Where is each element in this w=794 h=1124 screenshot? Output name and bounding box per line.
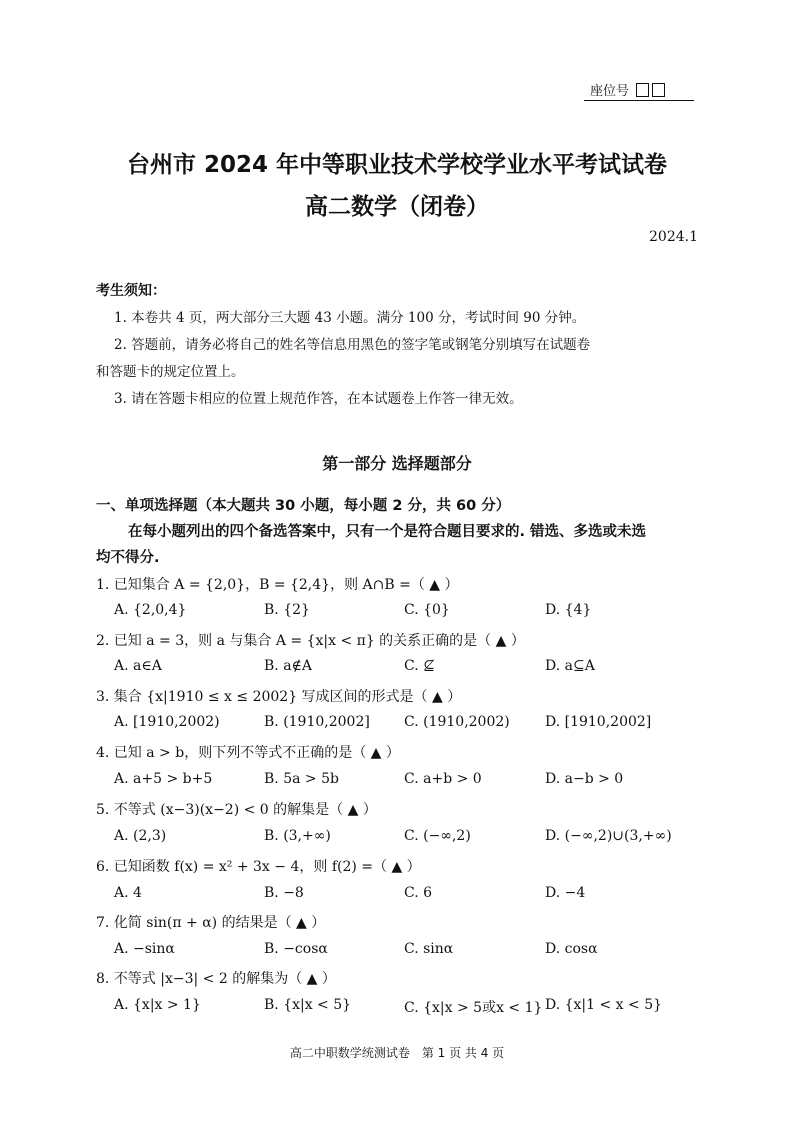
part-title: 第一部分 选择题部分 — [322, 454, 472, 473]
seat-box-1 — [636, 83, 649, 97]
question-8-option-d: D. {x|1 < x < 5} — [545, 997, 663, 1013]
question-8-option-a: A. {x|x > 1} — [114, 997, 201, 1013]
question-4-option-a: A. a+5 > b+5 — [114, 771, 213, 787]
seat-number — [590, 80, 665, 99]
notice-item-1: 1. 本卷共 4 页，两大部分三大题 43 小题。满分 100 分，考试时间 90 分钟。 — [114, 310, 586, 326]
question-6-option-b: B. −8 — [264, 885, 304, 901]
question-7-option-b: B. −cosα — [264, 941, 328, 957]
question-3-option-d: D. [1910,2002] — [545, 714, 652, 730]
question-2-stem: 2. 已知 a = 3，则 a 与集合 A = {x|x < π} 的关系正确的是（ ▲ ） — [96, 633, 525, 649]
question-2-option-d: D. a⊆A — [545, 658, 595, 674]
notice-item-2: 2. 答题前，请务必将自己的姓名等信息用黑色的签字笔或钢笔分别填写在试题卷 — [114, 337, 591, 353]
question-4-option-d: D. a−b > 0 — [545, 771, 624, 787]
question-2-option-a: A. a∈A — [114, 658, 162, 674]
notice-item-3: 3. 请在答题卡相应的位置上规范作答，在本试题卷上作答一律无效。 — [114, 391, 523, 407]
question-2-option-b: B. a∉A — [264, 658, 313, 674]
question-3-option-b: B. (1910,2002] — [264, 714, 370, 730]
question-7-option-d: D. cosα — [545, 941, 598, 957]
question-3-option-a: A. [1910,2002) — [114, 714, 220, 730]
question-7-option-a: A. −sinα — [114, 941, 175, 957]
question-5-stem: 5. 不等式 (x−3)(x−2) < 0 的解集是（ ▲ ） — [96, 802, 377, 818]
section-instruction: 在每小题列出的四个备选答案中，只有一个是符合题目要求的. 错选、多选或未选 — [128, 524, 647, 540]
question-4-stem: 4. 已知 a > b，则下列不等式不正确的是（ ▲ ） — [96, 745, 400, 761]
seat-underline — [584, 100, 694, 101]
question-6-option-a: A. 4 — [114, 885, 142, 901]
question-1-option-c: C. {0} — [404, 602, 450, 618]
notice-heading: 考生须知： — [96, 283, 166, 299]
exam-date: 2024.1 — [649, 229, 698, 245]
question-5-option-b: B. (3,+∞) — [264, 828, 331, 844]
question-3-option-c: C. (1910,2002) — [404, 714, 510, 730]
question-4-option-c: C. a+b > 0 — [404, 771, 482, 787]
seat-box-2 — [652, 83, 665, 97]
section-instruction-cont: 均不得分. — [96, 550, 160, 566]
question-1-option-b: B. {2} — [264, 602, 310, 618]
question-5-option-d: D. (−∞,2)∪(3,+∞) — [545, 828, 672, 844]
page-footer: 高二中职数学统测试卷 第 1 页 共 4 页 — [289, 1046, 505, 1060]
question-4-option-b: B. 5a > 5b — [264, 771, 339, 787]
question-2-option-c: C. ⊈ — [404, 658, 435, 674]
question-8-option-c: C. {x|x > 5或x < 1} — [404, 1000, 543, 1016]
question-1-option-a: A. {2,0,4} — [114, 602, 187, 618]
question-7-option-c: C. sinα — [404, 941, 454, 957]
question-8-stem: 8. 不等式 |x−3| < 2 的解集为（ ▲ ） — [96, 971, 336, 987]
question-6-stem: 6. 已知函数 f(x) = x² + 3x − 4，则 f(2) =（ ▲ ） — [96, 859, 421, 875]
question-5-option-a: A. (2,3) — [114, 828, 167, 844]
question-3-stem: 3. 集合 {x|1910 ≤ x ≤ 2002} 写成区间的形式是（ ▲ ） — [96, 689, 462, 705]
question-5-option-c: C. (−∞,2) — [404, 828, 471, 844]
question-7-stem: 7. 化简 sin(π + α) 的结果是（ ▲ ） — [96, 915, 326, 931]
exam-subtitle: 高二数学（闭卷） — [305, 194, 489, 220]
seat-label: 座位号 — [590, 84, 630, 99]
question-1-option-d: D. {4} — [545, 602, 592, 618]
question-1-stem: 1. 已知集合 A = {2,0}，B = {2,4}，则 A∩B =（ ▲ ） — [96, 577, 459, 593]
question-6-option-c: C. 6 — [404, 885, 433, 901]
question-8-option-b: B. {x|x < 5} — [264, 997, 352, 1013]
exam-title: 台州市 2024 年中等职业技术学校学业水平考试试卷 — [126, 152, 668, 178]
section-heading: 一、单项选择题（本大题共 30 小题，每小题 2 分，共 60 分） — [96, 498, 511, 514]
notice-item-2-cont: 和答题卡的规定位置上。 — [96, 364, 245, 380]
question-6-option-d: D. −4 — [545, 885, 586, 901]
